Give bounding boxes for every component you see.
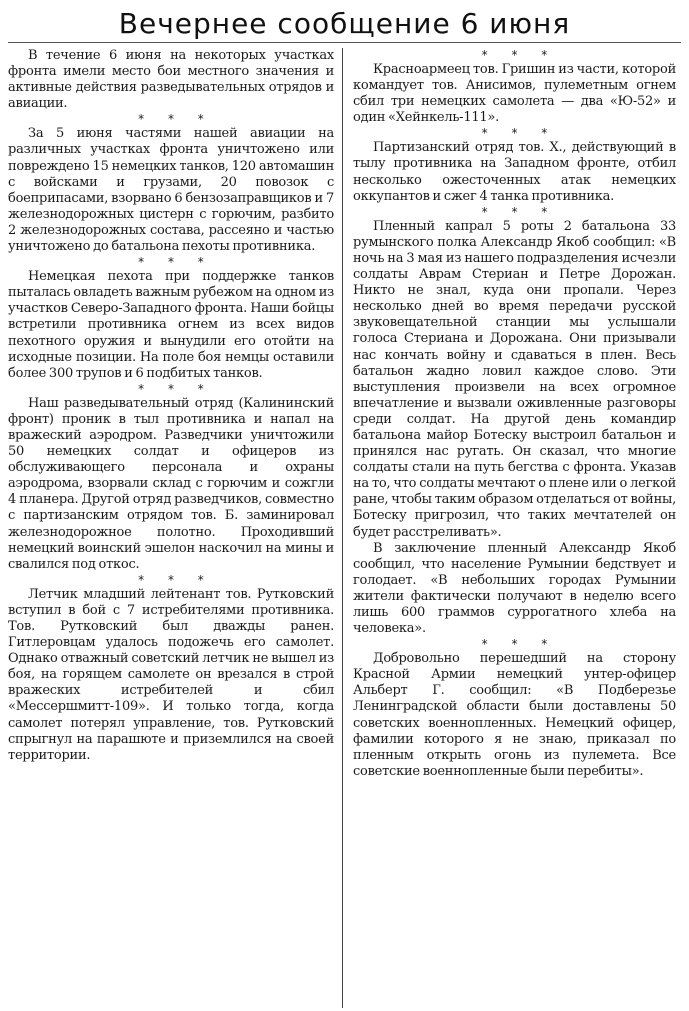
paragraph-northwest-front: Немецкая пехота при поддержке танков пыталась овладеть важным рубежом на одном из участков Северо-Западного фронта. Наши бойцы встретили противника огнем из всех видов пехотного оружия и вынудили его отойти на исходные позиции. На поле боя немцы оставили более 300 трупов и 6 подбитых танков.	[8, 269, 334, 381]
left-column	[8, 48, 342, 1008]
asterism-separator: * * *	[481, 637, 558, 652]
asterism-separator: * * *	[481, 126, 558, 141]
asterism-separator: * * *	[138, 255, 214, 270]
paragraph-recon-raid: Наш разведывательный отряд (Калининский фронт) проник в тыл противника и напал на вражеский аэродром. Разведчики уничтожили 50 немецких солдат и офицеров из обслуживающего персонала и охраны аэродрома, взорвали склад с горючим и сожгли 4 планера. Другой отряд разведчиков, совместно с партизанским отрядом тов. Б. заминировал железнодорожное полотно. Проходивший немецкий воинский эшелон наскочил на мины и свалился под откос.	[8, 395, 334, 572]
paragraph-german-defector: Добровольно перешедший на сторону Красной Армии немецкий унтер-офицер Альберт Г. сообщил: «В Подберезье Ленинградской области были доставлены 50 советских военнопленных. Немецкий офицер, фамилии которого я не знаю, приказал по пленным открыть огонь из пулемета. Все советские военнопленные были перебиты».	[353, 651, 676, 779]
paragraph-romanian-corporal: Пленный капрал 5 роты 2 батальона 33 румынского полка Александр Якоб сообщил: «В ночь на 3 мая из нашего подразделения исчезли солдаты Аврам Стериан и Петре Дорожан. Никто не знал, куда они пропали. Через несколько дней во время передачи русской звуковещательной станции мы услышали голоса Стериана и Дорожана. Они призывали нас кончать войну и сдаваться в плен. Весь батальон жадно ловил каждое слово. Эти выступления произвели на всех огромное впечатление и вызвали оживленные разговоры среди солдат. На другой день командир батальона майор Ботеску выстроил батальон и принялся нас ругать. Он сказал, что многие солдаты стали на путь бегства с фронта. Указав на то, что солдаты мечтают о плене или о легкой ране, чтобы таким образом отделаться от войны, Ботеску пригрозил, что таких мечтателей он будет расстреливать».	[353, 218, 676, 540]
columns	[8, 48, 681, 1008]
headline: Вечернее сообщение 6 июня	[8, 6, 681, 43]
right-column	[342, 48, 676, 1008]
asterism-separator: * * *	[481, 204, 558, 219]
asterism-separator: * * *	[138, 381, 214, 396]
paragraph-partisans: Партизанский отряд тов. Х., действующий в тылу противника на Западном фронте, отбил несколько ожесточенных атак немецких оккупантов и сжег 4 танка противника.	[353, 140, 676, 204]
paragraph-grishin: Красноармеец тов. Гришин из части, которой командует тов. Анисимов, пулеметным огнем сбил три немецких самолета — два «Ю-52» и один «Хейнкель-111».	[353, 62, 676, 126]
paragraph-pilot-rutkovsky: Летчик младший лейтенант тов. Рутковский вступил в бой с 7 истребителями противника. Тов. Рутковский был дважды ранен. Гитлеровцам удалось подожечь его самолет. Однако отважный советский летчик не вышел из боя, на горящем самолете он врезался в строй вражеских истребителей и сбил «Мессершмитт-109». И только тогда, когда самолет потерял управление, тов. Рутковский спрыгнул на парашюте и приземлился на своей территории.	[8, 586, 334, 763]
paragraph-romania-hunger: В заключение пленный Александр Якоб сообщил, что население Румынии бедствует и голодает. «В небольших городах Румынии жители фактически получают в неделю всего лишь 600 граммов суррогатного хлеба на человека».	[353, 540, 676, 637]
asterism-separator: * * *	[138, 112, 214, 127]
asterism-separator: * * *	[138, 572, 214, 587]
paragraph-aviation-results: За 5 июня частями нашей авиации на различных участках фронта уничтожено или повреждено 15 немецких танков, 120 автомашин с войсками и грузами, 20 повозок с боеприпасами, взорвано 6 бензозаправщиков и 7 железнодорожных цистерн с горючим, разбито 2 железнодорожных состава, рассеяно и частью уничтожено до батальона пехоты противника.	[8, 126, 334, 255]
paragraph-front-activity: В течение 6 июня на некоторых участках фронта имели место бои местного значения и активные действия разведывательных отрядов и авиации.	[8, 48, 334, 112]
asterism-separator: * * *	[481, 48, 558, 62]
